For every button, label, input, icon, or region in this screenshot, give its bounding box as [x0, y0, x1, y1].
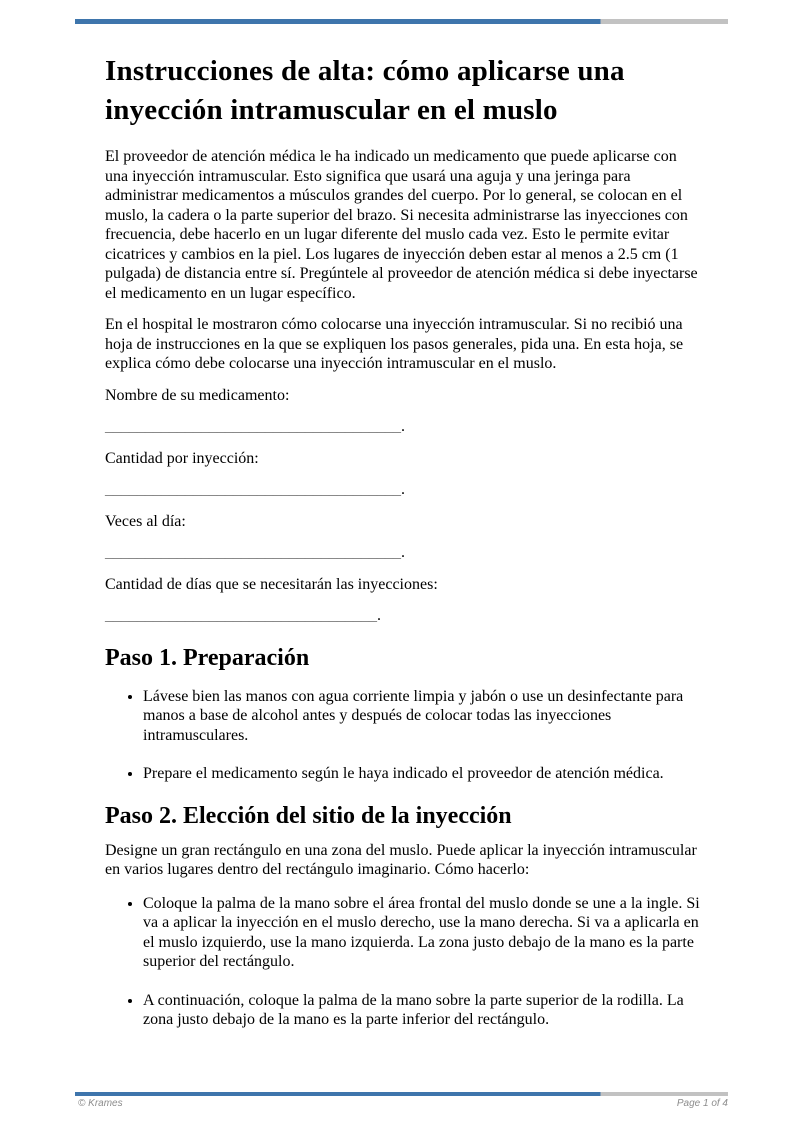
list-item: • Lávese bien las manos con agua corriente limpia y jabón o use un desinfectante para manos a base de alcohol antes y después de colocar todas las inyecciones intramusculares. [143, 687, 702, 746]
list-item: • Coloque la palma de la mano sobre el área frontal del muslo donde se une a la ingle. Si va a aplicar la inyección en el muslo derecho, use la mano derecha. Si va a aplicarla en el muslo izquierdo, use la mano izquierda. La zona justo debajo de la mano es la parte superior del rectángulo. [143, 894, 702, 972]
write-in-line: _____________________________________ [105, 418, 401, 435]
document-content [105, 52, 702, 1044]
write-in-line: __________________________________ [105, 607, 377, 624]
field-blank-number-of-days [105, 606, 702, 626]
page-footer [78, 1098, 728, 1109]
write-in-line: _____________________________________ [105, 481, 401, 498]
list-item: • Prepare el medicamento según le haya indicado el proveedor de atención médica. [143, 764, 702, 784]
blank-period: . [401, 418, 405, 435]
bottom-divider-bar [75, 1092, 728, 1096]
page-number-text: Page 1 of 4 [676, 1098, 728, 1109]
copyright-text: © Krames [78, 1098, 123, 1109]
section-heading-step2: Paso 2. Elección del sitio de la inyección [105, 802, 512, 829]
intro-paragraph-2: En el hospital le mostraron cómo colocarse una inyección intramuscular. Si no recibió una hoja de instrucciones en la que se expliquen los pasos generales, pida una. En esta hoja, se explica cómo debe colocarse una inyección intramuscular en el muslo. [105, 316, 684, 372]
field-label-number-of-days: Cantidad de días que se necesitarán las inyecciones: [105, 575, 438, 593]
section-heading-step1: Paso 1. Preparación [105, 644, 310, 671]
step1-bullet-list [105, 687, 702, 784]
blank-period: . [401, 481, 405, 498]
field-blank-times-per-day [105, 543, 702, 563]
top-divider-bar [75, 19, 728, 24]
field-blank-amount-per-injection [105, 480, 702, 500]
blank-period: . [401, 544, 405, 561]
field-label-times-per-day: Veces al día: [105, 512, 186, 530]
field-blank-medication-name [105, 417, 702, 437]
intro-paragraph-1: El proveedor de atención médica le ha indicado un medicamento que puede aplicarse con una inyección intramuscular. Esto significa que usará una aguja y una jeringa para administrar medicamentos a músculos grandes del cuerpo. Por lo general, se colocan en el muslo, la cadera o la parte superior del brazo. Si necesita administrarse las inyecciones con frecuencia, debe hacerlo en un lugar diferente del muslo cada vez. Esto le permite evitar cicatrices y cambios en la piel. Los lugares de inyección deben estar al menos a 2.5 cm (1 pulgada) de distancia entre sí. Pregúntele al proveedor de atención médica si debe inyectarse el medicamento en un lugar específico. [105, 148, 698, 302]
field-label-medication-name: Nombre de su medicamento: [105, 386, 290, 404]
blank-period: . [377, 607, 381, 624]
list-item: • A continuación, coloque la palma de la mano sobre la parte superior de la rodilla. La zona justo debajo de la mano es la parte inferior del rectángulo. [143, 991, 702, 1030]
write-in-line: _____________________________________ [105, 544, 401, 561]
page-title: Instrucciones de alta: cómo aplicarse una inyección intramuscular en el muslo [105, 55, 625, 126]
step2-bullet-list [105, 894, 702, 1030]
field-label-amount-per-injection: Cantidad por inyección: [105, 449, 259, 467]
step2-intro-paragraph: Designe un gran rectángulo en una zona del muslo. Puede aplicar la inyección intramuscular en varios lugares dentro del rectángulo imaginario. Cómo hacerlo: [105, 841, 697, 878]
